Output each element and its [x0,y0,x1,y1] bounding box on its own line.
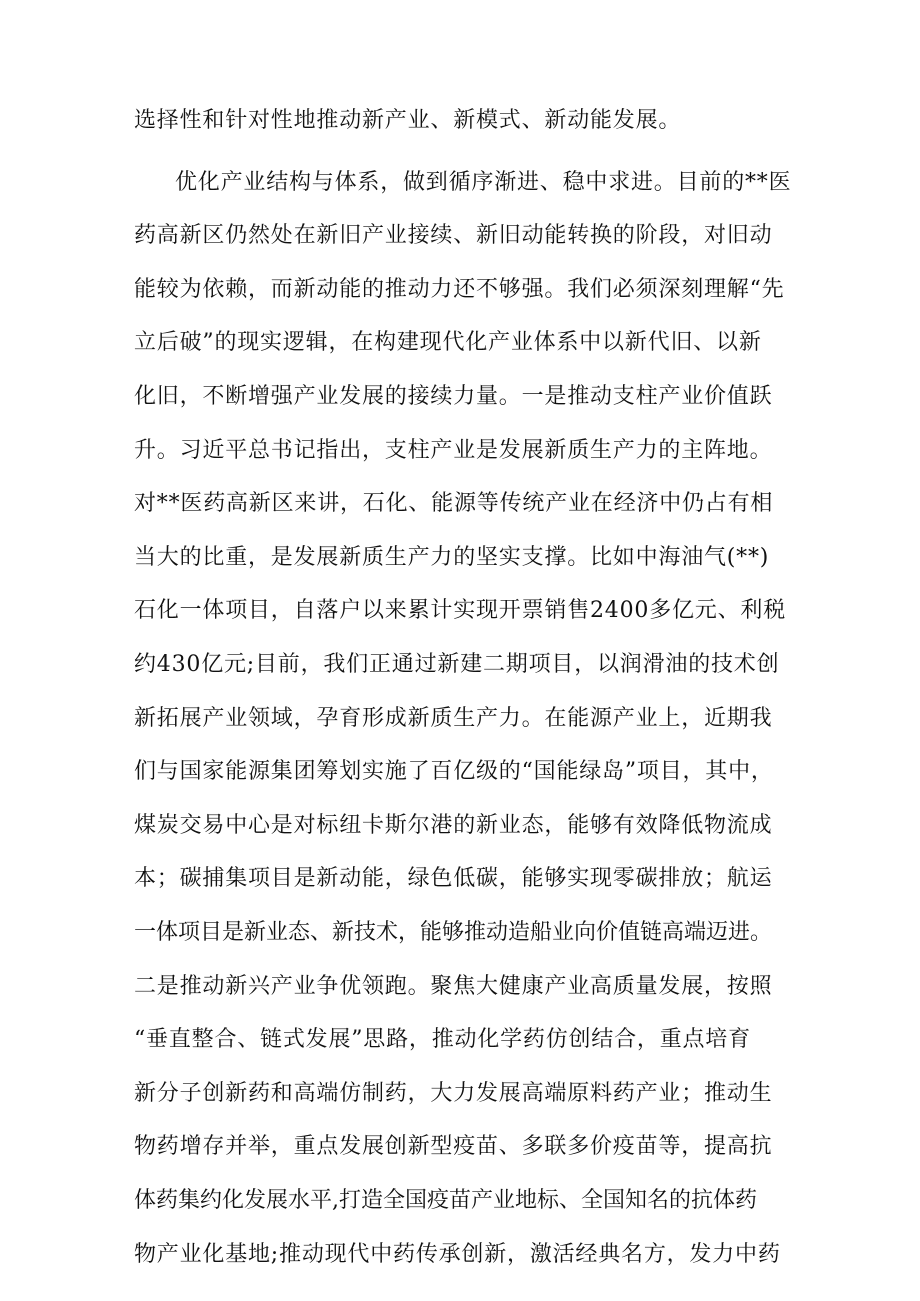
text-line: 新拓展产业领域，孕育形成新质生产力。在能源产业上，近期我 [134,705,773,731]
text-line: 当大的比重，是发展新质生产力的坚实支撑。比如中海油气(**) [134,544,770,570]
text-line: 石化一体项目，自落户以来累计实现开票销售2400多亿元、利税 [134,598,786,624]
text-line: 一体项目是新业态、新技术，能够推动造船业向价值链高端迈进。 [134,920,773,945]
text-line: 优化产业结构与体系，做到循序渐进、稳中求进。目前的**医 [175,169,792,195]
text-line: 升。习近平总书记指出，支柱产业是发展新质生产力的主阵地。 [134,437,773,463]
text-line: 药高新区仍然处在新旧产业接续、新旧动能转换的阶段，对旧动 [134,223,773,249]
text-line: 物产业化基地;推动现代中药传承创新，激活经典名方，发力中药 [134,1241,781,1267]
text-line: 新分子创新药和高端仿制药，大力发展高端原料药产业；推动生 [134,1080,773,1106]
text-line: 能较为依赖，而新动能的推动力还不够强。我们必须深刻理解“先 [134,276,785,302]
text-line: 体药集约化发展水平,打造全国疫苗产业地标、全国知名的抗体药 [134,1188,757,1213]
text-line: 二是推动新兴产业争优领跑。聚焦大健康产业高质量发展，按照 [134,973,773,999]
text-line: 对**医药高新区来讲，石化、能源等传统产业在经济中仍占有相 [134,491,774,517]
text-line: 约430亿元;目前，我们正通过新建二期项目，以润滑油的技术创 [134,652,780,677]
text-line: 们与国家能源集团筹划实施了百亿级的“国能绿岛”项目，其中， [134,759,774,785]
text-line: 立后破”的现实逻辑，在构建现代化产业体系中以新代旧、以新 [134,330,762,356]
text-line: 选择性和针对性地推动新产业、新模式、新动能发展。 [134,108,682,133]
text-line: 化旧，不断增强产业发展的接续力量。一是推动支柱产业价值跃 [134,384,773,409]
text-line: “垂直整合、链式发展”思路，推动化学药仿创结合，重点培育 [134,1027,751,1053]
text-line: 煤炭交易中心是对标纽卡斯尔港的新业态，能够有效降低物流成 [134,812,773,838]
text-line: 本；碳捕集项目是新动能，绿色低碳，能够实现零碳排放；航运 [134,866,773,892]
text-line: 物药增存并举，重点发展创新型疫苗、多联多价疫苗等，提高抗 [134,1134,773,1160]
